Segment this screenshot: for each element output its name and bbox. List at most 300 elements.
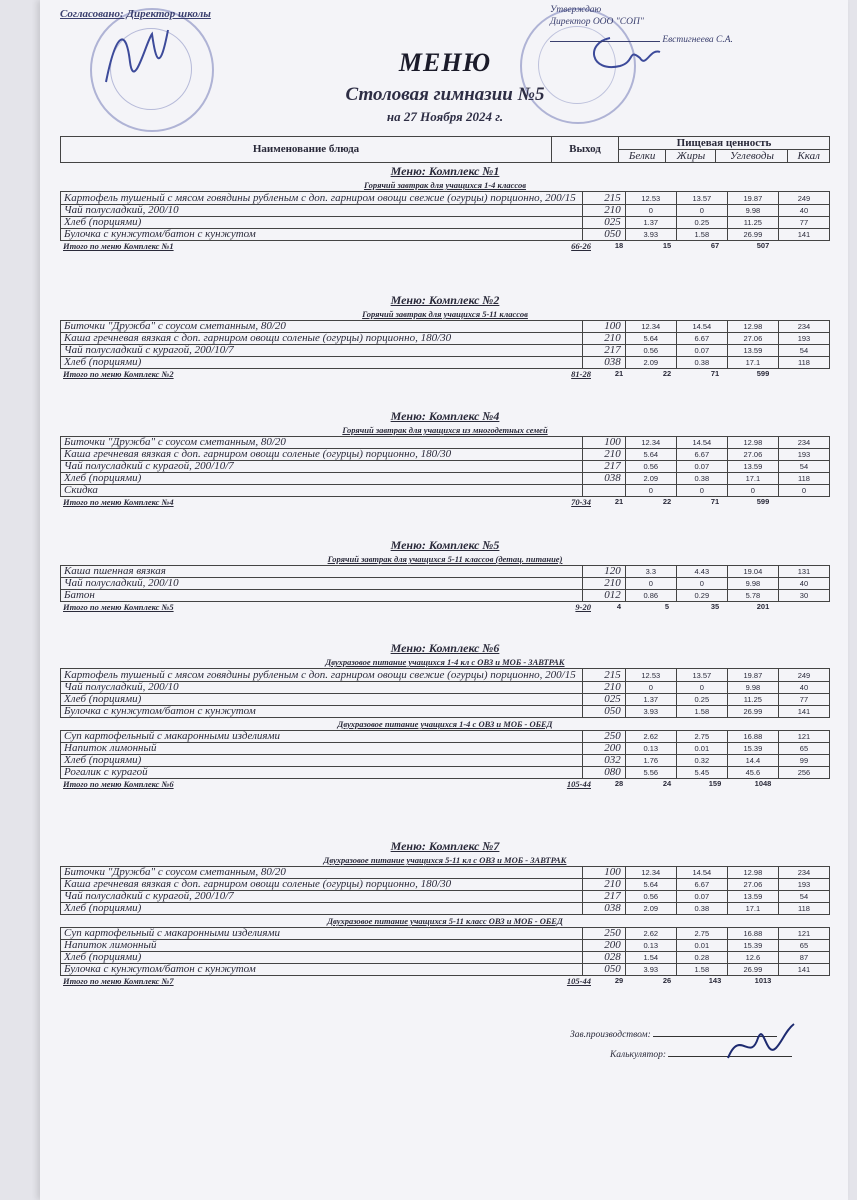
- dish-yield: 250: [583, 731, 626, 743]
- meal-subtitle: Горячий завтрак для учащихся 1-4 классов: [363, 180, 527, 190]
- menu-date: на 27 Ноября 2024 г.: [386, 109, 504, 124]
- total-kcal: 599: [756, 497, 770, 506]
- dish-proteins: 12.34: [625, 437, 676, 449]
- meal-subtitle: Двухразовое питание учащихся 5-11 кл с ОВЗ и МОБ - ЗАВТРАК: [323, 855, 567, 865]
- table-row: [61, 461, 830, 473]
- dish-proteins: 0.13: [625, 743, 676, 755]
- table-row: [61, 205, 830, 217]
- table-row: [61, 903, 830, 915]
- dish-kcal: 141: [778, 229, 829, 241]
- table-row: [61, 437, 830, 449]
- total-price: 9-20: [575, 602, 591, 612]
- dish-table: [60, 436, 830, 497]
- dish-proteins: 3.93: [625, 706, 676, 718]
- total-label: Итого по меню Комплекс №2: [63, 369, 174, 379]
- dish-name: Хлеб (порциями): [61, 952, 583, 964]
- dish-table: [60, 668, 830, 718]
- dish-kcal: 249: [778, 192, 829, 205]
- dish-yield: 210: [583, 449, 626, 461]
- header-fats: Жиры: [666, 150, 716, 163]
- dish-proteins: 0.56: [625, 891, 676, 903]
- dish-fats: 5.45: [676, 767, 727, 779]
- dish-proteins: 2.09: [625, 357, 676, 369]
- total-label: Итого по меню Комплекс №5: [63, 602, 174, 612]
- dish-yield: 120: [583, 566, 626, 578]
- dish-proteins: 12.34: [625, 867, 676, 879]
- complex-total: [60, 241, 830, 253]
- table-row: [61, 706, 830, 718]
- total-carbs: 143: [708, 976, 722, 985]
- dish-carbs: 27.06: [727, 449, 778, 461]
- dish-yield: 038: [583, 473, 626, 485]
- dish-kcal: 234: [778, 437, 829, 449]
- dish-yield: 210: [583, 879, 626, 891]
- dish-proteins: 5.64: [625, 449, 676, 461]
- total-kcal: 1048: [754, 779, 772, 788]
- dish-fats: 1.58: [676, 964, 727, 976]
- dish-carbs: 19.87: [727, 192, 778, 205]
- dish-table: [60, 866, 830, 915]
- table-row: [61, 940, 830, 952]
- dish-carbs: 11.25: [727, 217, 778, 229]
- dish-carbs: 13.59: [727, 461, 778, 473]
- dish-kcal: 121: [778, 731, 829, 743]
- dish-yield: 028: [583, 952, 626, 964]
- dish-kcal: 30: [778, 590, 829, 602]
- dish-kcal: 40: [778, 578, 829, 590]
- table-row: [61, 755, 830, 767]
- total-proteins: 21: [614, 369, 624, 378]
- dish-fats: 0.25: [676, 694, 727, 706]
- dish-proteins: 2.09: [625, 903, 676, 915]
- table-row: [61, 473, 830, 485]
- meal-subtitle: Горячий завтрак для учащихся 5-11 классов: [362, 309, 528, 319]
- dish-proteins: 1.54: [625, 952, 676, 964]
- dish-kcal: 40: [778, 682, 829, 694]
- dish-carbs: 16.88: [727, 731, 778, 743]
- dish-carbs: 26.99: [727, 964, 778, 976]
- dish-kcal: 121: [778, 928, 829, 940]
- dish-yield: 025: [583, 217, 626, 229]
- table-row: [61, 345, 830, 357]
- dish-carbs: 9.98: [727, 205, 778, 217]
- total-carbs: 71: [710, 369, 720, 378]
- dish-fats: 0: [676, 578, 727, 590]
- dish-name: Каша пшенная вязкая: [61, 566, 583, 578]
- dish-name: Суп картофельный с макаронными изделиями: [61, 928, 583, 940]
- total-label: Итого по меню Комплекс №1: [63, 241, 174, 251]
- dish-fats: 1.58: [676, 229, 727, 241]
- dish-carbs: 45.6: [727, 767, 778, 779]
- complex-section: [60, 838, 830, 988]
- dish-name: Хлеб (порциями): [61, 903, 583, 915]
- dish-table: [60, 320, 830, 369]
- dish-fats: 1.58: [676, 706, 727, 718]
- dish-name: Булочка с кунжутом/батон с кунжутом: [61, 706, 583, 718]
- dish-yield: 050: [583, 229, 626, 241]
- dish-carbs: 26.99: [727, 706, 778, 718]
- dish-yield: 080: [583, 767, 626, 779]
- dish-table: [60, 927, 830, 976]
- dish-name: Каша гречневая вязкая с доп. гарниром овощи соленые (огурцы) порционно, 180/30: [61, 449, 583, 461]
- table-row: [61, 333, 830, 345]
- total-proteins: 21: [614, 497, 624, 506]
- total-carbs: 159: [708, 779, 722, 788]
- complex-total: [60, 602, 830, 614]
- dish-yield: 217: [583, 461, 626, 473]
- total-price: 105-44: [566, 976, 591, 986]
- total-proteins: 29: [614, 976, 624, 985]
- dish-fats: 13.57: [676, 192, 727, 205]
- dish-fats: 0.25: [676, 217, 727, 229]
- complex-section: [60, 292, 830, 381]
- dish-kcal: 193: [778, 333, 829, 345]
- table-row: [61, 928, 830, 940]
- complex-total: [60, 976, 830, 988]
- total-kcal: 1013: [754, 976, 772, 985]
- dish-yield: 217: [583, 345, 626, 357]
- dish-yield: 215: [583, 669, 626, 682]
- dish-fats: 0.29: [676, 590, 727, 602]
- dish-proteins: 0: [625, 682, 676, 694]
- dish-kcal: 131: [778, 566, 829, 578]
- dish-carbs: 12.98: [727, 321, 778, 333]
- dish-kcal: 118: [778, 903, 829, 915]
- dish-name: Чай полусладкий с курагой, 200/10/7: [61, 345, 583, 357]
- table-row: [61, 682, 830, 694]
- dish-kcal: 54: [778, 891, 829, 903]
- dish-name: Скидка: [61, 485, 583, 497]
- dish-carbs: 17.1: [727, 473, 778, 485]
- dish-kcal: 118: [778, 357, 829, 369]
- dish-proteins: 0: [625, 485, 676, 497]
- complex-section: [60, 408, 830, 509]
- total-fats: 15: [662, 241, 672, 250]
- dish-name: Биточки "Дружба" с соусом сметанным, 80/20: [61, 867, 583, 879]
- approver-name: Евстигнеева С.А.: [662, 35, 733, 45]
- dish-name: Картофель тушеный с мясом говядины рубленым с доп. гарниром овощи свежие (огурцы) порционно, 200/15: [61, 669, 583, 682]
- complex-section: [60, 537, 830, 614]
- dish-fats: 0: [676, 485, 727, 497]
- meal-subtitle: Горячий завтрак для учащихся 5-11 классов (детац. питание): [327, 554, 563, 564]
- dish-carbs: 14.4: [727, 755, 778, 767]
- dish-fats: 13.57: [676, 669, 727, 682]
- dish-name: Хлеб (порциями): [61, 694, 583, 706]
- header-yield: Выход: [552, 137, 619, 163]
- dish-fats: 2.75: [676, 928, 727, 940]
- dish-yield: 210: [583, 205, 626, 217]
- dish-kcal: 118: [778, 473, 829, 485]
- dish-carbs: 9.98: [727, 682, 778, 694]
- dish-kcal: 40: [778, 205, 829, 217]
- dish-carbs: 16.88: [727, 928, 778, 940]
- dish-proteins: 2.09: [625, 473, 676, 485]
- dish-kcal: 249: [778, 669, 829, 682]
- dish-name: Чай полусладкий, 200/10: [61, 205, 583, 217]
- dish-table: [60, 565, 830, 602]
- dish-proteins: 2.62: [625, 731, 676, 743]
- table-row: [61, 578, 830, 590]
- dish-fats: 0.01: [676, 940, 727, 952]
- footer-calculator-label: Калькулятор:: [610, 1050, 667, 1060]
- dish-proteins: 1.37: [625, 217, 676, 229]
- dish-carbs: 15.39: [727, 743, 778, 755]
- dish-fats: 6.67: [676, 449, 727, 461]
- dish-proteins: 5.64: [625, 333, 676, 345]
- dish-name: Суп картофельный с макаронными изделиями: [61, 731, 583, 743]
- dish-name: Хлеб (порциями): [61, 473, 583, 485]
- dish-proteins: 5.64: [625, 879, 676, 891]
- table-row: [61, 590, 830, 602]
- dish-name: Хлеб (порциями): [61, 357, 583, 369]
- dish-proteins: 0.56: [625, 345, 676, 357]
- dish-carbs: 9.98: [727, 578, 778, 590]
- dish-fats: 0.07: [676, 461, 727, 473]
- dish-name: Булочка с кунжутом/батон с кунжутом: [61, 229, 583, 241]
- dish-fats: 0.38: [676, 357, 727, 369]
- table-row: [61, 485, 830, 497]
- complex-section: [60, 640, 830, 791]
- dish-yield: 100: [583, 867, 626, 879]
- total-kcal: 201: [756, 602, 770, 611]
- dish-yield: 050: [583, 964, 626, 976]
- dish-proteins: 3.3: [625, 566, 676, 578]
- dish-proteins: 12.53: [625, 669, 676, 682]
- total-fats: 26: [662, 976, 672, 985]
- dish-proteins: 12.53: [625, 192, 676, 205]
- dish-name: Каша гречневая вязкая с доп. гарниром овощи соленые (огурцы) порционно, 180/30: [61, 333, 583, 345]
- dish-proteins: 3.93: [625, 964, 676, 976]
- dish-fats: 14.54: [676, 437, 727, 449]
- meal-subtitle: Двухразовое питание учащихся 5-11 класс ОВЗ и МОБ - ОБЕД: [327, 916, 563, 926]
- table-row: [61, 669, 830, 682]
- dish-kcal: 0: [778, 485, 829, 497]
- dish-carbs: 19.04: [727, 566, 778, 578]
- dish-fats: 0: [676, 205, 727, 217]
- dish-fats: 0.07: [676, 345, 727, 357]
- dish-carbs: 5.78: [727, 590, 778, 602]
- dish-fats: 0.07: [676, 891, 727, 903]
- dish-fats: 0: [676, 682, 727, 694]
- dish-kcal: 77: [778, 217, 829, 229]
- complex-section: [60, 163, 830, 253]
- dish-table: [60, 730, 830, 779]
- dish-kcal: 99: [778, 755, 829, 767]
- dish-kcal: 193: [778, 879, 829, 891]
- complex-total: [60, 779, 830, 791]
- dish-yield: 025: [583, 694, 626, 706]
- dish-kcal: 256: [778, 767, 829, 779]
- total-kcal: 599: [756, 369, 770, 378]
- dish-name: Чай полусладкий, 200/10: [61, 682, 583, 694]
- dish-yield: 100: [583, 321, 626, 333]
- dish-name: Биточки "Дружба" с соусом сметанным, 80/20: [61, 321, 583, 333]
- table-row: [61, 867, 830, 879]
- header-nutrition: Пищевая ценность: [619, 137, 830, 150]
- table-row: [61, 192, 830, 205]
- menu-page: [40, 0, 848, 1200]
- dish-yield: 210: [583, 578, 626, 590]
- table-row: [61, 566, 830, 578]
- dish-carbs: 17.1: [727, 357, 778, 369]
- dish-table: [60, 191, 830, 241]
- dish-yield: 210: [583, 333, 626, 345]
- total-proteins: 28: [614, 779, 624, 788]
- total-fats: 5: [664, 602, 670, 611]
- table-row: [61, 879, 830, 891]
- total-carbs: 35: [710, 602, 720, 611]
- total-fats: 22: [662, 497, 672, 506]
- total-proteins: 4: [616, 602, 622, 611]
- complex-title: Меню: Комплекс №5: [390, 538, 500, 552]
- dish-kcal: 193: [778, 449, 829, 461]
- dish-carbs: 0: [727, 485, 778, 497]
- meal-subtitle: Горячий завтрак для учащихся из многодетных семей: [342, 425, 548, 435]
- dish-fats: 0.38: [676, 903, 727, 915]
- approval-line2: Директор ООО "СОП": [550, 17, 644, 27]
- complex-title: Меню: Комплекс №2: [390, 293, 500, 307]
- meal-subtitle: Двухразовое питание учащихся 1-4 с ОВЗ и МОБ - ОБЕД: [337, 719, 553, 729]
- dish-kcal: 65: [778, 940, 829, 952]
- dish-proteins: 0: [625, 578, 676, 590]
- dish-yield: 217: [583, 891, 626, 903]
- dish-yield: 210: [583, 682, 626, 694]
- dish-kcal: 87: [778, 952, 829, 964]
- approval-line1: Утверждаю: [550, 5, 602, 15]
- dish-yield: 200: [583, 743, 626, 755]
- dish-proteins: 5.56: [625, 767, 676, 779]
- total-price: 81-28: [571, 369, 591, 379]
- total-carbs: 71: [710, 497, 720, 506]
- total-fats: 24: [662, 779, 672, 788]
- table-row: [61, 217, 830, 229]
- dish-yield: 050: [583, 706, 626, 718]
- dish-yield: 038: [583, 357, 626, 369]
- header-proteins: Белки: [619, 150, 666, 163]
- complex-total: [60, 497, 830, 509]
- dish-carbs: 19.87: [727, 669, 778, 682]
- dish-kcal: 65: [778, 743, 829, 755]
- dish-carbs: 12.98: [727, 867, 778, 879]
- dish-proteins: 2.62: [625, 928, 676, 940]
- dish-name: Чай полусладкий с курагой, 200/10/7: [61, 891, 583, 903]
- complex-title: Меню: Комплекс №7: [390, 839, 500, 853]
- approval-left: Согласовано: Директор школы: [60, 8, 211, 20]
- table-row: [61, 952, 830, 964]
- canteen-name: Столовая гимназии №5: [345, 84, 545, 105]
- dish-proteins: 0.86: [625, 590, 676, 602]
- complex-total: [60, 369, 830, 381]
- dish-yield: 100: [583, 437, 626, 449]
- dish-yield: 250: [583, 928, 626, 940]
- dish-fats: 14.54: [676, 867, 727, 879]
- dish-yield: 200: [583, 940, 626, 952]
- dish-carbs: 27.06: [727, 879, 778, 891]
- total-fats: 22: [662, 369, 672, 378]
- dish-fats: 6.67: [676, 879, 727, 891]
- header-carbs: Углеводы: [716, 150, 788, 163]
- dish-carbs: 12.6: [727, 952, 778, 964]
- dish-fats: 0.28: [676, 952, 727, 964]
- footer-production-label: Зав.производством:: [570, 1030, 651, 1040]
- dish-name: Хлеб (порциями): [61, 217, 583, 229]
- dish-proteins: 1.76: [625, 755, 676, 767]
- dish-proteins: 0: [625, 205, 676, 217]
- table-row: [61, 767, 830, 779]
- dish-yield: 032: [583, 755, 626, 767]
- table-row: [61, 964, 830, 976]
- total-proteins: 18: [614, 241, 624, 250]
- calculator-signature: [720, 1018, 800, 1068]
- dish-proteins: 1.37: [625, 694, 676, 706]
- table-row: [61, 743, 830, 755]
- dish-name: Батон: [61, 590, 583, 602]
- dish-name: Чай полусладкий с курагой, 200/10/7: [61, 461, 583, 473]
- dish-name: Биточки "Дружба" с соусом сметанным, 80/20: [61, 437, 583, 449]
- table-row: [61, 321, 830, 333]
- dish-proteins: 0.13: [625, 940, 676, 952]
- dish-carbs: 27.06: [727, 333, 778, 345]
- dish-kcal: 234: [778, 321, 829, 333]
- table-header: [60, 136, 830, 163]
- dish-name: Рогалик с курагой: [61, 767, 583, 779]
- table-row: [61, 891, 830, 903]
- total-price: 66-26: [571, 241, 591, 251]
- dish-carbs: 13.59: [727, 891, 778, 903]
- dish-fats: 14.54: [676, 321, 727, 333]
- menu-title: МЕНЮ: [398, 48, 492, 77]
- table-row: [61, 357, 830, 369]
- total-label: Итого по меню Комплекс №4: [63, 497, 174, 507]
- dish-proteins: 0.56: [625, 461, 676, 473]
- dish-yield: 215: [583, 192, 626, 205]
- dish-kcal: 234: [778, 867, 829, 879]
- dish-name: Картофель тушеный с мясом говядины рубленым с доп. гарниром овощи свежие (огурцы) порционно, 200/15: [61, 192, 583, 205]
- table-row: [61, 694, 830, 706]
- dish-kcal: 54: [778, 461, 829, 473]
- dish-yield: 012: [583, 590, 626, 602]
- dish-fats: 4.43: [676, 566, 727, 578]
- approval-right: [550, 4, 733, 46]
- total-price: 70-34: [571, 497, 591, 507]
- table-row: [61, 229, 830, 241]
- complex-title: Меню: Комплекс №6: [390, 641, 500, 655]
- complex-title: Меню: Комплекс №4: [390, 409, 500, 423]
- dish-proteins: 12.34: [625, 321, 676, 333]
- dish-name: Булочка с кунжутом/батон с кунжутом: [61, 964, 583, 976]
- dish-carbs: 15.39: [727, 940, 778, 952]
- dish-name: Хлеб (порциями): [61, 755, 583, 767]
- dish-fats: 6.67: [676, 333, 727, 345]
- dish-carbs: 17.1: [727, 903, 778, 915]
- dish-kcal: 141: [778, 964, 829, 976]
- table-row: [61, 731, 830, 743]
- meal-subtitle: Двухразовое питание учащихся 1-4 кл с ОВЗ и МОБ - ЗАВТРАК: [325, 657, 565, 667]
- dish-fats: 0.01: [676, 743, 727, 755]
- header-dish-name: Наименование блюда: [61, 137, 552, 163]
- dish-name: Чай полусладкий, 200/10: [61, 578, 583, 590]
- dish-fats: 0.38: [676, 473, 727, 485]
- dish-carbs: 13.59: [727, 345, 778, 357]
- total-label: Итого по меню Комплекс №6: [63, 779, 174, 789]
- dish-fats: 2.75: [676, 731, 727, 743]
- dish-yield: 038: [583, 903, 626, 915]
- complex-title: Меню: Комплекс №1: [390, 164, 500, 178]
- dish-name: Напиток лимонный: [61, 940, 583, 952]
- dish-carbs: 11.25: [727, 694, 778, 706]
- total-carbs: 67: [710, 241, 720, 250]
- dish-proteins: 3.93: [625, 229, 676, 241]
